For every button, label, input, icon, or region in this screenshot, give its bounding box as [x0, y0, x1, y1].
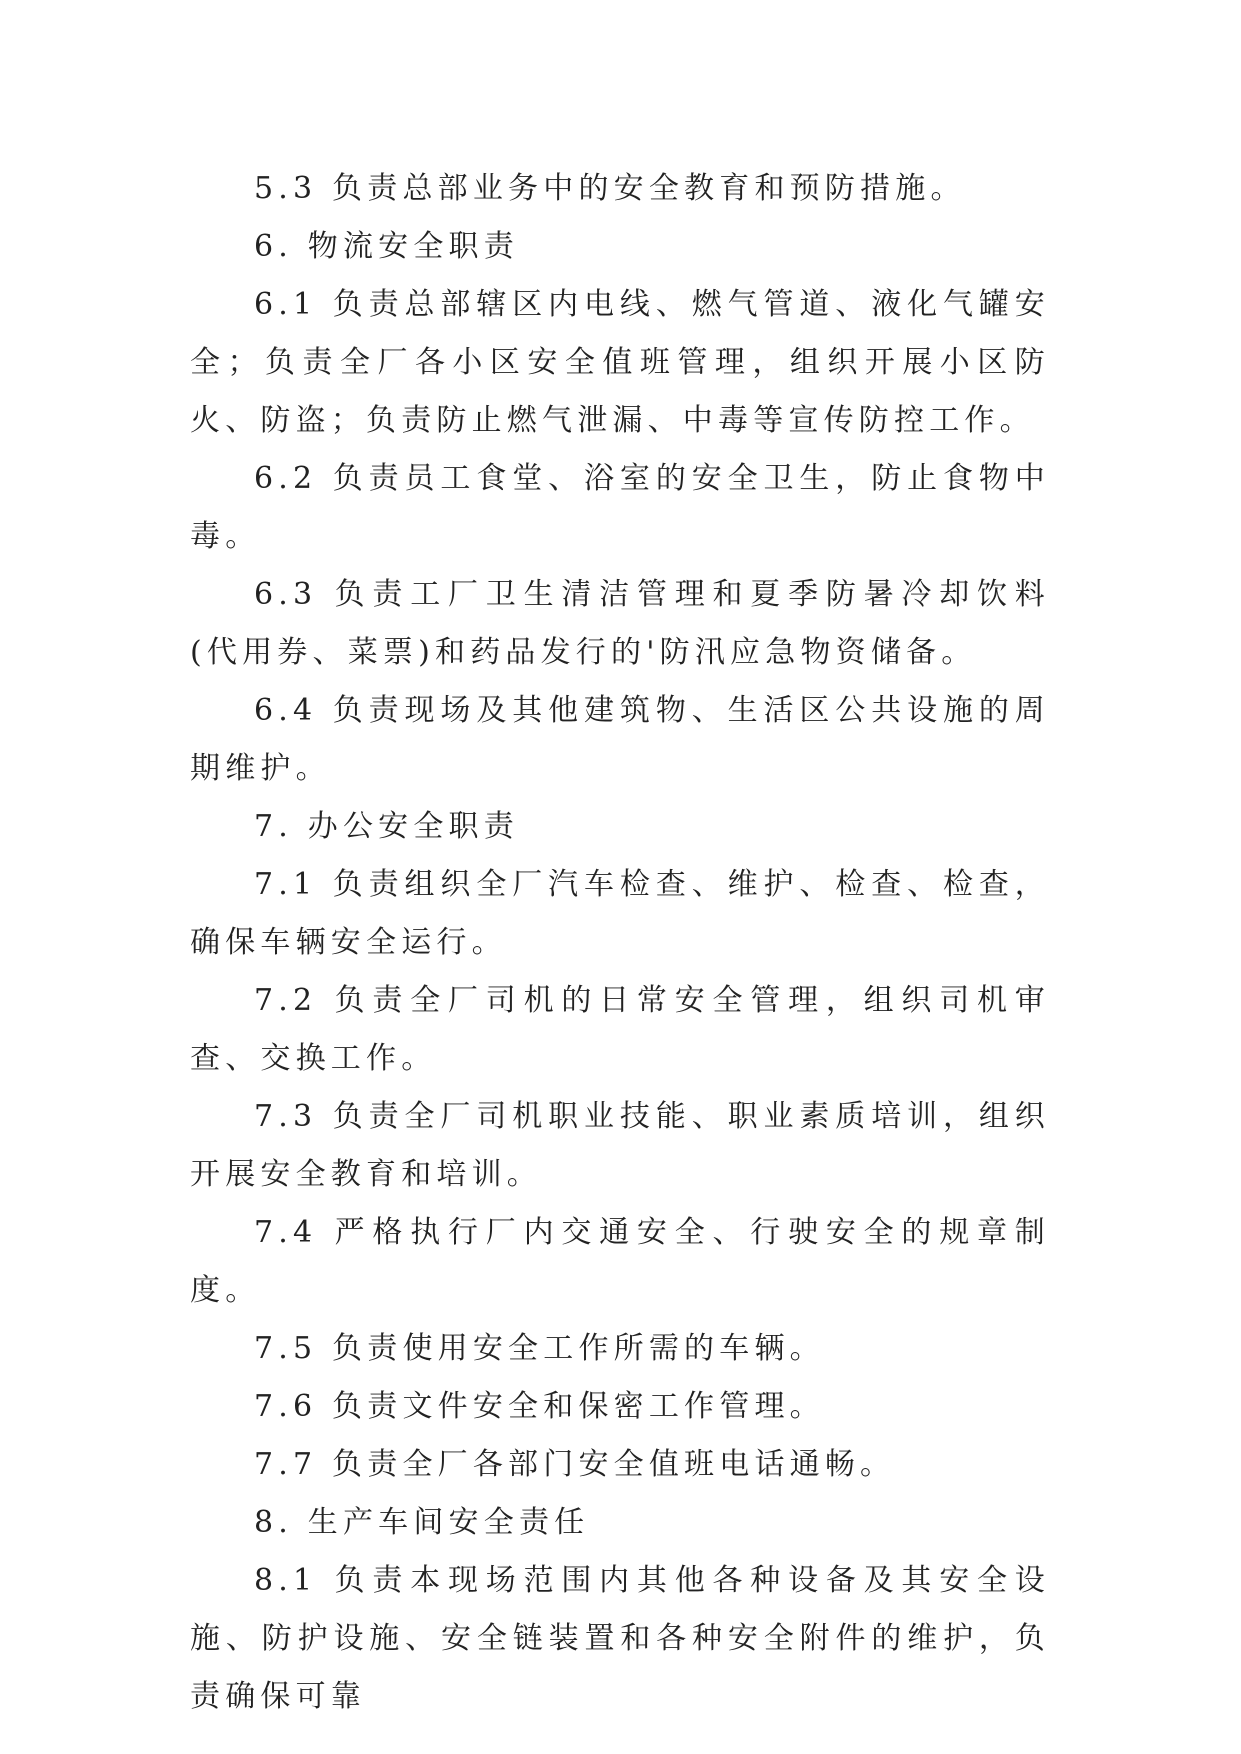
paragraph-6-1: 6.1 负责总部辖区内电线、燃气管道、液化气罐安全；负责全厂各小区安全值班管理，组织开展小区防火、防盗；负责防止燃气泄漏、中毒等宣传防控工作。 — [190, 287, 1050, 438]
paragraph-7-4: 7.4 严格执行厂内交通安全、行驶安全的规章制度。 — [190, 1215, 1050, 1308]
paragraph-7-2: 7.2 负责全厂司机的日常安全管理，组织司机审查、交换工作。 — [190, 983, 1050, 1076]
paragraph-5-3: 5.3 负责总部业务中的安全教育和预防措施。 — [254, 171, 966, 206]
paragraph-6-2: 6.2 负责员工食堂、浴室的安全卫生，防止食物中毒。 — [190, 461, 1050, 554]
paragraph-7-5: 7.5 负责使用安全工作所需的车辆。 — [254, 1331, 825, 1366]
paragraph-7-3: 7.3 负责全厂司机职业技能、职业素质培训，组织开展安全教育和培训。 — [190, 1099, 1050, 1192]
heading-8-workshop-safety: 8. 生产车间安全责任 — [254, 1505, 590, 1540]
paragraph-6-4: 6.4 负责现场及其他建筑物、生活区公共设施的周期维护。 — [190, 693, 1050, 786]
paragraph-8-1: 8.1 负责本现场范围内其他各种设备及其安全设施、防护设施、安全链装置和各种安全附件的维护，负责确保可靠 — [190, 1563, 1050, 1714]
heading-7-office-safety: 7. 办公安全职责 — [254, 809, 519, 844]
paragraph-7-1: 7.1 负责组织全厂汽车检查、维护、检查、检查，确保车辆安全运行。 — [190, 867, 1050, 960]
paragraph-6-3: 6.3 负责工厂卫生清洁管理和夏季防暑冷却饮料(代用券、菜票)和药品发行的'防汛应急物资储备。 — [190, 577, 1050, 670]
heading-6-logistics-safety: 6. 物流安全职责 — [254, 229, 519, 264]
document-body — [190, 160, 1050, 1726]
paragraph-7-7: 7.7 负责全厂各部门安全值班电话通畅。 — [254, 1447, 896, 1482]
paragraph-7-6: 7.6 负责文件安全和保密工作管理。 — [254, 1389, 825, 1424]
